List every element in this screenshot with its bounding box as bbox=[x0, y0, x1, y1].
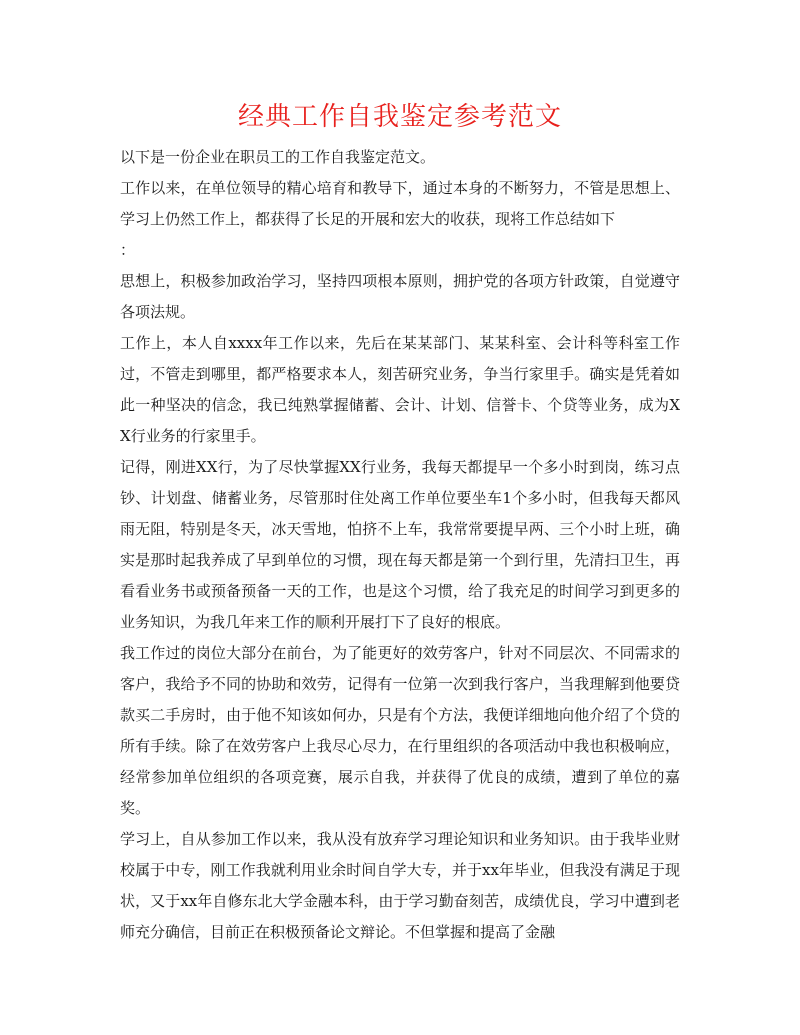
paragraph-study: 学习上，自从参加工作以来，我从没有放弃学习理论知识和业务知识。由于我毕业财校属于中专，刚工作我就利用业余时间自学大专，并于xx年毕业，但我没有满足于现状，又于xx年自修东北大学金融本科，由于学习勤奋刻苦，成绩优良，学习中遭到老师充分确信，目前正在积极预备论文辩论。不但掌握和提高了金融 bbox=[120, 830, 680, 941]
paragraph-intro: 以下是一份企业在职员工的工作自我鉴定范文。 bbox=[120, 148, 436, 166]
paragraph-colon: ： bbox=[120, 241, 136, 259]
paragraph-service: 我工作过的岗位大部分在前台，为了能更好的效劳客户，针对不同层次、不同需求的客户，我给予不同的协助和效劳，记得有一位第一次到我行客户，当我理解到他要贷款买二手房时，由于他不知该如何办，只是有个方法，我便详细地向他介绍了个贷的所有手续。除了在效劳客户上我尽心尽力，在行里组织的各项活动中我也积极响应，经常参加单位组织的各项竞赛，展示自我，并获得了优良的成绩，遭到了单位的嘉奖。 bbox=[120, 644, 680, 817]
paragraph-thought: 思想上，积极参加政治学习，坚持四项根本原则，拥护党的各项方针政策，自觉遵守各项法规。 bbox=[120, 272, 680, 321]
paragraph-work: 工作上，本人自xxxx年工作以来，先后在某某部门、某某科室、会计科等科室工作过，不管走到哪里，都严格要求本人，刻苦研究业务，争当行家里手。确实是凭着如此一种坚决的信念，我已纯熟掌握储蓄、会计、计划、信誉卡、个贷等业务，成为XX行业务的行家里手。 bbox=[120, 334, 680, 445]
document-body bbox=[120, 142, 680, 948]
paragraph-memory: 记得，刚进XX行，为了尽快掌握XX行业务，我每天都提早一个多小时到岗，练习点钞、计划盘、储蓄业务，尽管那时住处离工作单位要坐车1个多小时，但我每天都风雨无阻，特别是冬天，冰天雪地，怕挤不上车，我常常要提早两、三个小时上班，确实是那时起我养成了早到单位的习惯，现在每天都是第一个到行里，先清扫卫生，再看看业务书或预备预备一天的工作，也是这个习惯，给了我充足的时间学习到更多的业务知识，为我几年来工作的顺利开展打下了良好的根底。 bbox=[120, 458, 680, 631]
paragraph-opening: 工作以来，在单位领导的精心培育和教导下，通过本身的不断努力，不管是思想上、学习上仍然工作上，都获得了长足的开展和宏大的收获，现将工作总结如下 bbox=[120, 179, 680, 228]
document-title: 经典工作自我鉴定参考范文 bbox=[237, 102, 562, 132]
